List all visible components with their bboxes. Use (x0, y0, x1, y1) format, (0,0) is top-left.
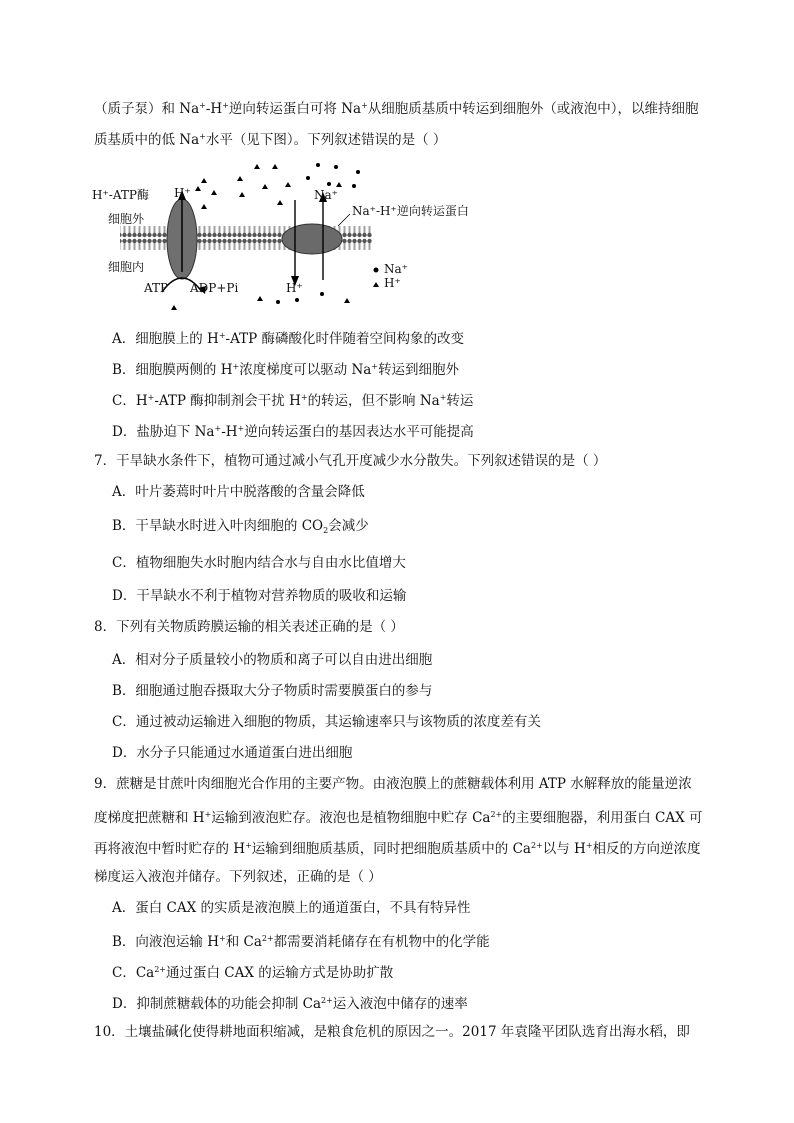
intro-line-1: （质子泵）和 Na+-H+逆向转运蛋白可将 Na+从细胞质基质中转运到细胞外（或液泡中），以维持细胞 (94, 101, 699, 117)
antiporter-label: Na⁺-H⁺逆向转运蛋白 (352, 204, 469, 218)
q7-option-a: A．叶片萎蔫时叶片中脱落酸的含量会降低 (112, 484, 365, 500)
q6-option-d: D．盐胁迫下 Na+-H+逆向转运蛋白的基因表达水平可能提高 (112, 424, 474, 440)
inside-cell-label: 细胞内 (108, 260, 145, 274)
h-plus-top-label: H⁺ (174, 186, 191, 200)
h-atpase-label: H⁺-ATP酶 (92, 188, 149, 202)
legend-na-dot (374, 268, 379, 273)
h-plus-bottom-label: H⁺ (286, 281, 303, 295)
q9-stem-line-4: 梯度运入液泡并储存。下列叙述，正确的是（ ） (94, 869, 382, 885)
q9-option-c: C．$Ca^{2+}$通过蛋白 CAX 的运输方式是协助扩散 (112, 965, 394, 981)
q8-option-d: D．水分子只能通过水通道蛋白进出细胞 (112, 745, 353, 761)
q9-option-a: A．蛋白 CAX 的实质是液泡膜上的通道蛋白，不具有特异性 (112, 900, 471, 916)
adp-label: ADP+Pi (190, 281, 239, 295)
intro-line-2: 质基质中的低 Na+水平（见下图）。下列叙述错误的是（ ） (94, 132, 447, 148)
legend-na-label: Na⁺ (384, 262, 408, 276)
atp-label: ATP (144, 281, 169, 295)
legend-h-triangle (373, 282, 379, 287)
q9-stem-line-1: 9．蔗糖是甘蔗叶肉细胞光合作用的主要产物。由液泡膜上的蔗糖载体利用 ATP 水解释放的能量逆浓 (94, 776, 692, 792)
q9-stem-line-2: 度梯度把蔗糖和 H+运输到液泡贮存。液泡也是植物细胞中贮存 $Ca^{2+}$的主要细胞器，利用蛋白 CAX 可 (94, 810, 703, 826)
q7-option-b: B．干旱缺水时进入叶肉细胞的 $CO_2$会减少 (112, 518, 369, 535)
q8-option-b: B．细胞通过胞吞摄取大分子物质时需要膜蛋白的参与 (112, 683, 433, 699)
q6-option-c: C．H+-ATP 酶抑制剂会干扰 H+的转运，但不影响 Na+转运 (112, 393, 474, 409)
membrane-transport-diagram (92, 160, 512, 310)
q8-option-a: A．相对分子质量较小的物质和离子可以自由进出细胞 (112, 652, 433, 668)
q6-option-b: B．细胞膜两侧的 H+浓度梯度可以驱动 Na+转运到细胞外 (112, 362, 460, 378)
legend-h-label: H⁺ (384, 276, 401, 290)
q7-option-d: D．干旱缺水不利于植物对营养物质的吸收和运输 (112, 588, 407, 604)
q9-option-b: B．向液泡运输 H+和 $Ca^{2+}$都需要消耗储存在有机物中的化学能 (112, 934, 490, 950)
q9-option-d: D．抑制蔗糖载体的功能会抑制 $Ca^{2+}$运入液泡中储存的速率 (112, 996, 468, 1012)
na-h-antiporter-protein (282, 224, 342, 254)
q10-stem-line-1: 10．土壤盐碱化使得耕地面积缩减，是粮食危机的原因之一。2017 年袁隆平团队选育出海水稻，即 (94, 1024, 690, 1040)
outside-cell-label: 细胞外 (108, 212, 145, 226)
q9-stem-line-3: 再将液泡中暂时贮存的 H+运输到细胞质基质，同时把细胞质基质中的 $Ca^{2+}$以与 H+相反的方向逆浓度 (94, 841, 701, 857)
q8-stem: 8．下列有关物质跨膜运输的相关表述正确的是（ ） (94, 619, 404, 635)
na-plus-top-label: Na⁺ (314, 188, 338, 202)
q6-option-a: A．细胞膜上的 H+-ATP 酶磷酸化时伴随着空间构象的改变 (112, 331, 464, 347)
q8-option-c: C．通过被动运输进入细胞的物质，其运输速率只与该物质的浓度差有关 (112, 714, 541, 730)
q7-stem: 7．干旱缺水条件下，植物可通过减小气孔开度减少水分散失。下列叙述错误的是（ ） (94, 453, 607, 469)
q7-option-c: C．植物细胞失水时胞内结合水与自由水比值增大 (112, 555, 406, 571)
